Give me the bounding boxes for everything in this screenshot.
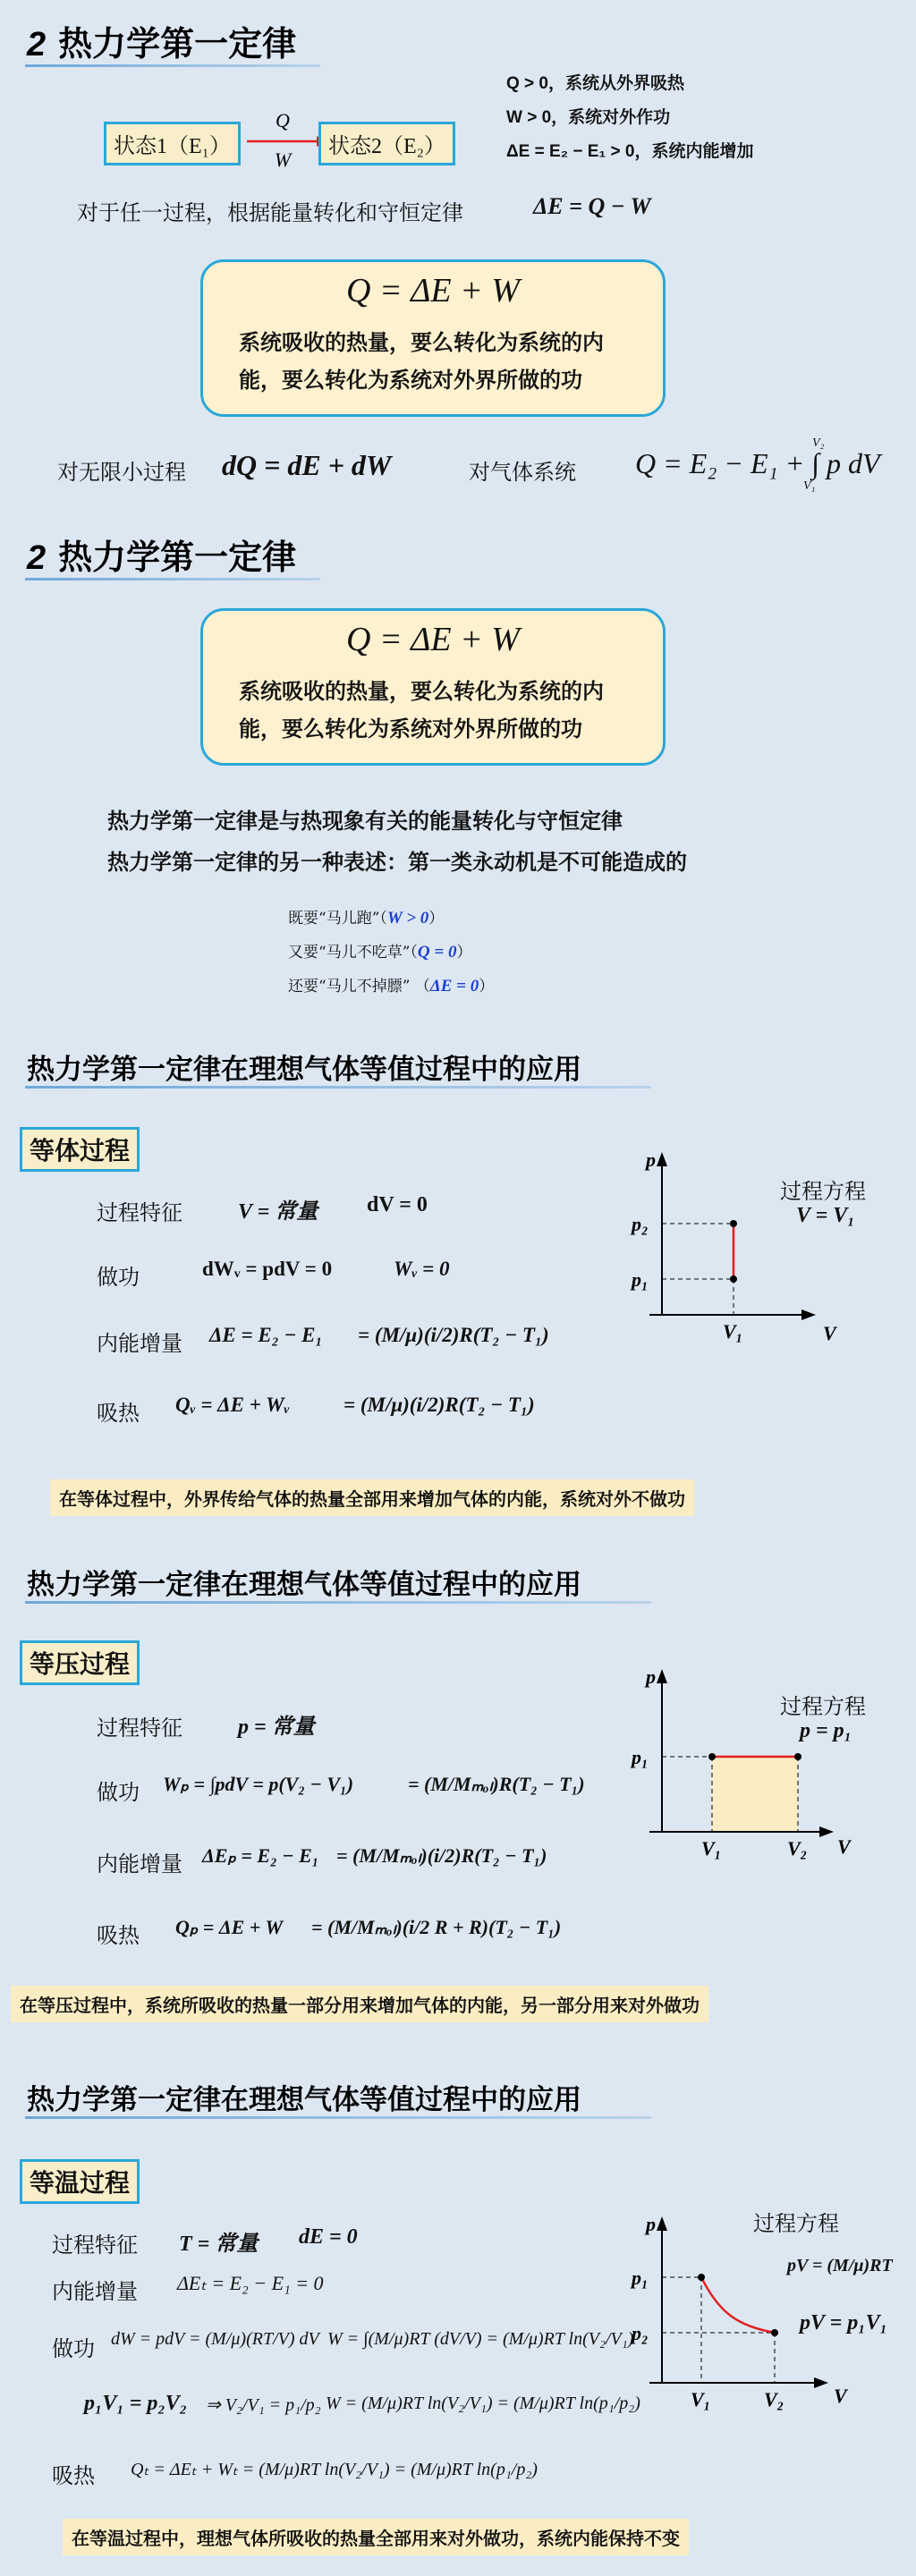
iso-v-row1-a: V = 常量 <box>238 1200 318 1224</box>
iso-v-row2-b: Wᵥ = 0 <box>394 1258 450 1280</box>
state-point-1 <box>698 2274 705 2281</box>
condition-q: Q > 0，系统从外界吸热 <box>506 74 684 93</box>
state-point-2 <box>771 2329 778 2336</box>
p2-label: p₂ <box>632 1213 649 1235</box>
p1-label: p₁ <box>632 1268 649 1291</box>
iso-p-row2-label: 做功 <box>97 1781 140 1805</box>
p-axis-arrow <box>657 1669 667 1683</box>
iso-p-row3-b: = (M/Mₘₒₗ)(i/2)R(T₂ − T₁) <box>336 1844 547 1867</box>
iso-t-eq2: pV = p₁V₁ <box>800 2311 887 2334</box>
iso-p-row2-b: = (M/Mₘₒₗ)R(T₂ − T₁) <box>408 1773 585 1795</box>
section3-underline <box>25 1086 651 1089</box>
callout2-line1: 系统吸收的热量，要么转化为系统的内 <box>239 680 604 704</box>
section5-title: 热力学第一定律在理想气体等值过程中的应用 <box>27 2084 581 2115</box>
any-process-text: 对于任一过程，根据能量转化和守恒定律 <box>77 201 463 225</box>
iso-t-row1-label: 过程特征 <box>52 2233 138 2258</box>
gas-system-label: 对气体系统 <box>469 461 576 485</box>
state-point-1 <box>708 1753 716 1760</box>
iso-t-row3-label: 做功 <box>52 2337 95 2361</box>
iso-t-row2-a: ΔEₜ = E₂ − E₁ = 0 <box>177 2272 324 2294</box>
isobaric-label: 等压过程 <box>20 1640 140 1685</box>
iso-p-row3-a: ΔEₚ = E₂ − E₁ <box>202 1844 319 1867</box>
v-axis-label: V <box>823 1322 836 1344</box>
horse-line-3: 还要“马儿不掉膘” （ΔE = 0） <box>288 977 495 996</box>
v1-label: V₁ <box>723 1320 743 1343</box>
iso-p-row4-b: = (M/Mₘₒₗ)(i/2 R + R)(T₂ − T₁) <box>311 1916 562 1938</box>
v-axis-label: V <box>837 1835 851 1858</box>
first-law-callout <box>200 259 666 417</box>
iso-p-row1-label: 过程特征 <box>97 1716 182 1741</box>
work-area <box>712 1757 798 1832</box>
v-axis-arrow <box>814 2377 828 2388</box>
iso-t-row4-b: ⇒ V₂/V₁ = p₁/p₂ <box>206 2395 321 2415</box>
p-axis-arrow <box>657 1152 667 1166</box>
v2-label: V₂ <box>764 2388 785 2411</box>
iso-v-row3-a: ΔE = E₂ − E₁ <box>209 1324 323 1346</box>
isochoric-summary: 在等体过程中，外界传给气体的热量全部用来增加气体的内能，系统对外不做功 <box>50 1479 694 1516</box>
isothermal-label: 等温过程 <box>20 2159 140 2204</box>
v2-label: V₂ <box>787 1837 808 1860</box>
iso-v-row1-b: dV = 0 <box>367 1193 428 1216</box>
condition-w: W > 0，系统对外作功 <box>506 108 671 127</box>
integral-upper: V₂ <box>812 436 825 450</box>
gas-system-eq: Q = E₂ − E₁ + ∫ p dV <box>635 447 880 479</box>
arrow-bottom-label: W <box>274 148 292 170</box>
iso-t-row1-b: dE = 0 <box>299 2225 358 2249</box>
arrow-top-label: Q <box>276 109 290 131</box>
iso-v-row1-label: 过程特征 <box>97 1201 182 1225</box>
section3-title: 热力学第一定律在理想气体等值过程中的应用 <box>27 1054 581 1085</box>
v1-label: V₁ <box>701 1837 722 1860</box>
iso-t-row5-a: Qₜ = ΔEₜ + Wₜ = (M/μ)RT ln(V₂/V₁) = (M/μ)RT ln(p₁/p₂) <box>131 2460 538 2479</box>
iso-v-row2-a: dWᵥ = pdV = 0 <box>202 1258 333 1280</box>
iso-p-row3-label: 内能增量 <box>97 1852 182 1877</box>
callout2-equation: Q = ΔE + W <box>346 621 520 658</box>
callout-equation: Q = ΔE + W <box>346 272 520 309</box>
statement-2: 热力学第一定律的另一种表述：第一类永动机是不可能造成的 <box>107 851 687 875</box>
iso-p-eq-title: 过程方程 <box>780 1695 866 1719</box>
iso-v-row4-b: = (M/μ)(i/2)R(T₂ − T₁) <box>344 1394 535 1416</box>
iso-v-row4-a: Qᵥ = ΔE + Wᵥ <box>175 1394 290 1416</box>
statement-1: 热力学第一定律是与热现象有关的能量转化与守恒定律 <box>107 809 623 834</box>
iso-v-row3-b: = (M/μ)(i/2)R(T₂ − T₁) <box>358 1324 549 1346</box>
iso-v-row3-label: 内能增量 <box>97 1332 182 1356</box>
integral-lower: V₁ <box>803 479 816 493</box>
p-axis-arrow <box>657 2216 667 2231</box>
iso-t-row4-a: p₁V₁ = p₂V₂ <box>84 2392 188 2415</box>
iso-v-eq: V = V₁ <box>796 1204 855 1227</box>
v-axis-arrow <box>819 1826 834 1837</box>
iso-t-row1-a: T = 常量 <box>179 2233 259 2256</box>
iso-t-eq-title: 过程方程 <box>753 2212 839 2236</box>
iso-p-row4-a: Qₚ = ΔE + W <box>175 1916 284 1938</box>
isochoric-label: 等体过程 <box>20 1127 140 1172</box>
p-axis-label: p <box>646 1665 656 1688</box>
iso-v-eq-title: 过程方程 <box>780 1180 866 1204</box>
infinitesimal-label: 对无限小过程 <box>57 461 186 485</box>
iso-v-row4-label: 吸热 <box>97 1402 140 1426</box>
p2-label: p₂ <box>632 2322 649 2344</box>
state-point-1 <box>730 1275 737 1283</box>
iso-t-row3-a: dW = pdV = (M/μ)(RT/V) dV <box>111 2329 319 2349</box>
iso-t-row4-c: W = (M/μ)RT ln(V₂/V₁) = (M/μ)RT ln(p₁/p₂) <box>326 2394 640 2413</box>
condition-e: ΔE = E₂ − E₁ > 0，系统内能增加 <box>506 142 754 161</box>
section1-underline <box>25 64 320 67</box>
section4-underline <box>25 1601 651 1604</box>
callout2-line2: 能，要么转化为系统对外界所做的功 <box>239 717 582 741</box>
state1-box: 状态1（E₁） <box>104 122 241 165</box>
state-arrow <box>242 107 327 170</box>
isotherm-curve <box>701 2277 775 2333</box>
iso-p-row2-a: Wₚ = ∫pdV = p(V₂ − V₁) <box>163 1773 354 1795</box>
any-process-eq: ΔE = Q − W <box>533 193 651 219</box>
state-point-2 <box>794 1753 802 1760</box>
v-axis-arrow <box>802 1309 816 1320</box>
section4-title: 热力学第一定律在理想气体等值过程中的应用 <box>27 1569 581 1600</box>
v1-label: V₁ <box>691 2388 711 2411</box>
state-point-2 <box>730 1220 737 1227</box>
iso-t-row3-b: W = ∫(M/μ)RT (dV/V) = (M/μ)RT ln(V₂/V₁) <box>327 2329 634 2349</box>
p1-label: p₁ <box>632 1746 649 1768</box>
section2-title: 2 热力学第一定律 <box>27 539 297 577</box>
p1-label: p₁ <box>632 2267 649 2289</box>
section5-underline <box>25 2116 651 2119</box>
infinitesimal-eq: dQ = dE + dW <box>222 449 392 481</box>
iso-t-row2-label: 内能增量 <box>52 2280 138 2304</box>
isobaric-summary: 在等压过程中，系统所吸收的热量一部分用来增加气体的内能，另一部分用来对外做功 <box>11 1986 708 2022</box>
first-law-callout-2 <box>200 608 666 766</box>
callout-line2: 能，要么转化为系统对外界所做的功 <box>239 369 582 393</box>
v-axis-label: V <box>834 2385 847 2407</box>
state2-box: 状态2（E₂） <box>318 122 455 165</box>
iso-v-row2-label: 做功 <box>97 1266 140 1290</box>
iso-p-row1-a: p = 常量 <box>238 1716 315 1739</box>
iso-p-row4-label: 吸热 <box>97 1924 140 1948</box>
horse-line-1: 既要“马儿跑”（W > 0） <box>288 909 445 928</box>
iso-p-eq: p = p₁ <box>800 1719 852 1742</box>
isothermal-summary: 在等温过程中，理想气体所吸收的热量全部用来对外做功，系统内能保持不变 <box>63 2519 689 2555</box>
callout-line1: 系统吸收的热量，要么转化为系统的内 <box>239 331 604 355</box>
p-axis-label: p <box>646 1148 656 1171</box>
iso-t-row5-label: 吸热 <box>52 2464 95 2488</box>
section2-underline <box>25 578 320 580</box>
p-axis-label: p <box>646 2213 656 2235</box>
horse-line-2: 又要“马儿不吃草”（Q = 0） <box>288 943 472 962</box>
section1-title: 2 热力学第一定律 <box>27 26 297 64</box>
iso-t-eq1: pV = (M/μ)RT <box>787 2256 893 2275</box>
